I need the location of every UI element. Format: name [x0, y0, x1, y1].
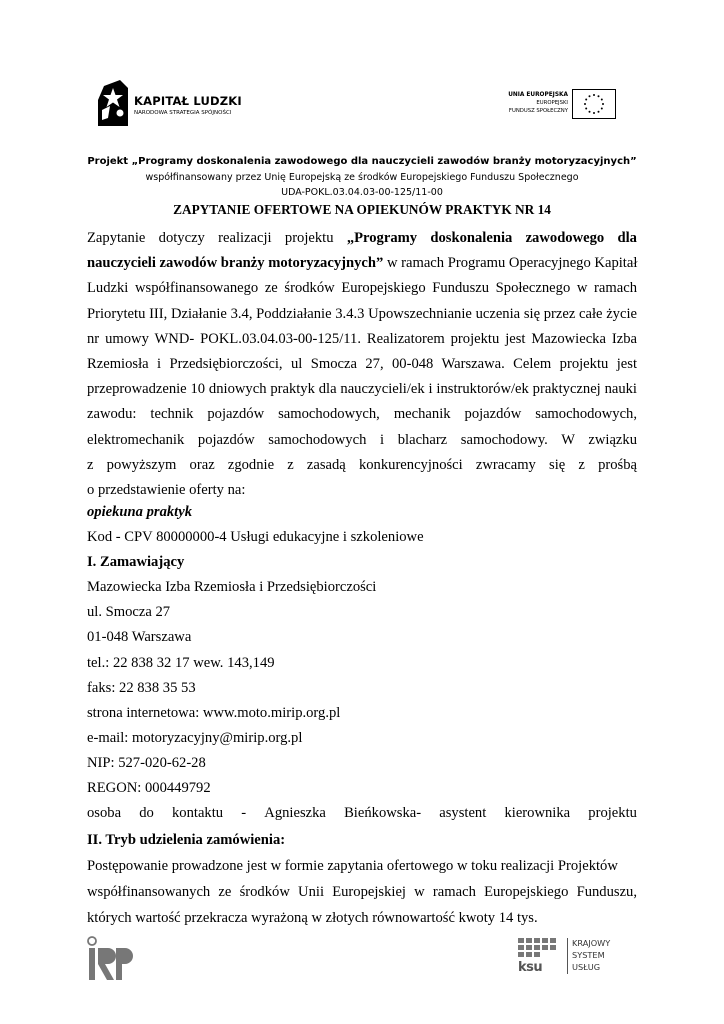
section-two: [87, 827, 637, 931]
orderer-name: Mazowiecka Izba Rzemiosła i Przedsiębiorczości: [87, 579, 377, 596]
section-one-heading: I. Zamawiający: [87, 554, 185, 571]
intro-paragraph: [87, 226, 637, 503]
section-two-line-3: których wartość przekracza wyrażoną w złotych równowartość kwoty 14 tys.: [87, 910, 538, 926]
section-one: [87, 500, 637, 826]
ksu-grid-icon: [518, 938, 562, 962]
project-name-bold-cont: nauczycieli zawodów branży motoryzacyjnych”: [87, 255, 384, 272]
contact-word: kontaktu: [172, 805, 224, 822]
intro-line-6: Rzemiosła i Przedsiębiorczości, ul Smocza 27, 00-048 Warszawa. Celem projektu jest: [87, 355, 637, 372]
irp-logo: [86, 936, 136, 982]
project-code-line: UDA-POKL.03.04.03-00-125/11-00: [281, 187, 443, 198]
kapital-ludzki-logo: [98, 80, 268, 130]
ksu-word: ksu: [518, 960, 543, 975]
intro-line-2: [87, 251, 637, 276]
contact-word: Bieńkowska-: [344, 805, 422, 822]
unia-europejska-logo: [490, 89, 616, 121]
contact-word: projektu: [588, 805, 637, 822]
cpv-code: Kod - CPV 80000000-4 Usługi edukacyjne i szkoleniowe: [87, 529, 424, 546]
orderer-fax: faks: 22 838 35 53: [87, 679, 196, 696]
intro-line-5: nr umowy WND- POKL.03.04.03-00-125/11. Realizatorem projektu jest Mazowiecka Izba: [87, 330, 637, 347]
intro-line-9: elektromechanik pojazdów samochodowych i blacharz samochodowy. W związku: [87, 431, 637, 448]
intro-text: w ramach Programu Operacyjnego Kapitał: [383, 255, 638, 272]
irp-logo-icon: [86, 936, 136, 982]
project-name-bold: „Programy doskonalenia zawodowego dla: [346, 230, 637, 246]
eu-flag-icon: [572, 89, 616, 119]
section-two-heading: II. Tryb udzielenia zamówienia:: [87, 832, 286, 848]
contact-word: asystent: [439, 805, 487, 822]
project-name-line: Projekt „Programy doskonalenia zawodowego dla nauczycieli zawodów branży motoryzacyjnych”: [87, 156, 637, 167]
orderer-nip: NIP: 527-020-62-28: [87, 754, 206, 771]
ksu-line1: KRAJOWY: [572, 938, 611, 948]
orderer-phone: tel.: 22 838 32 17 wew. 143,149: [87, 654, 275, 671]
ksu-logo: [518, 936, 628, 976]
section-two-line-1: Postępowanie prowadzone jest w formie zapytania ofertowego w toku realizacji Projektów: [87, 858, 618, 874]
orderer-city: 01-048 Warszawa: [87, 629, 192, 646]
contact-word: Agnieszka: [264, 805, 326, 822]
orderer-regon: REGON: 000449792: [87, 780, 211, 797]
ksu-line2: SYSTEM: [572, 950, 605, 960]
kapital-ludzki-subtitle: NARODOWA STRATEGIA SPÓJNOŚCI: [134, 110, 232, 116]
contact-word: osoba: [87, 805, 122, 822]
ksu-line3: USŁUG: [572, 962, 601, 972]
ksu-separator: [567, 938, 568, 974]
ksu-text: [572, 937, 610, 973]
unia-europejska-text: [508, 91, 568, 115]
orderer-email: e-mail: motoryzacyjny@mirip.org.pl: [87, 729, 303, 746]
orderer-street: ul. Smocza 27: [87, 604, 171, 621]
intro-text: Zapytanie dotyczy realizacji projektu: [87, 230, 347, 246]
unia-line1: UNIA EUROPEJSKA: [508, 92, 568, 98]
intro-line-1: [87, 226, 637, 251]
intro-line-10: z powyższym oraz zgodnie z zasadą konkurencyjności zwracamy się z prośbą: [87, 456, 637, 473]
intro-line-8: zawodu: technik pojazdów samochodowych, mechanik pojazdów samochodowych,: [87, 406, 637, 423]
offer-role: opiekuna praktyk: [87, 504, 192, 520]
intro-line-11: o przedstawienie oferty na:: [87, 481, 246, 498]
document-title: ZAPYTANIE OFERTOWE NA OPIEKUNÓW PRAKTYK NR 14: [173, 202, 551, 217]
contact-word: do: [139, 805, 154, 822]
contact-person-line: [87, 801, 637, 826]
contact-word: -: [241, 805, 247, 822]
unia-line2: EUROPEJSKI: [536, 100, 568, 106]
kapital-ludzki-emblem-icon: [98, 80, 128, 126]
contact-word: kierownika: [504, 805, 571, 822]
intro-line-4: Priorytetu III, Działanie 3.4, Poddziałanie 3.4.3 Upowszechnianie uczenia się przez całe życie: [87, 305, 637, 322]
kapital-ludzki-title: KAPITAŁ LUDZKI: [134, 94, 242, 108]
intro-line-7: przeprowadzenie 10 dniowych praktyk dla nauczycieli/ek i instruktorów/ek praktycznej nauki: [87, 381, 637, 398]
unia-line3: FUNDUSZ SPOŁECZNY: [508, 108, 568, 114]
orderer-website: strona internetowa: www.moto.mirip.org.pl: [87, 704, 341, 721]
section-two-line-2: współfinansowanych ze środków Unii Europejskiej w ramach Europejskiego Funduszu,: [87, 884, 637, 900]
cofinanced-line: współfinansowany przez Unię Europejską ze środków Europejskiego Funduszu Społecznego: [145, 172, 579, 183]
intro-line-3: Ludzki współfinansowanego ze środków Europejskiego Funduszu Społecznego w ramach: [87, 280, 637, 297]
